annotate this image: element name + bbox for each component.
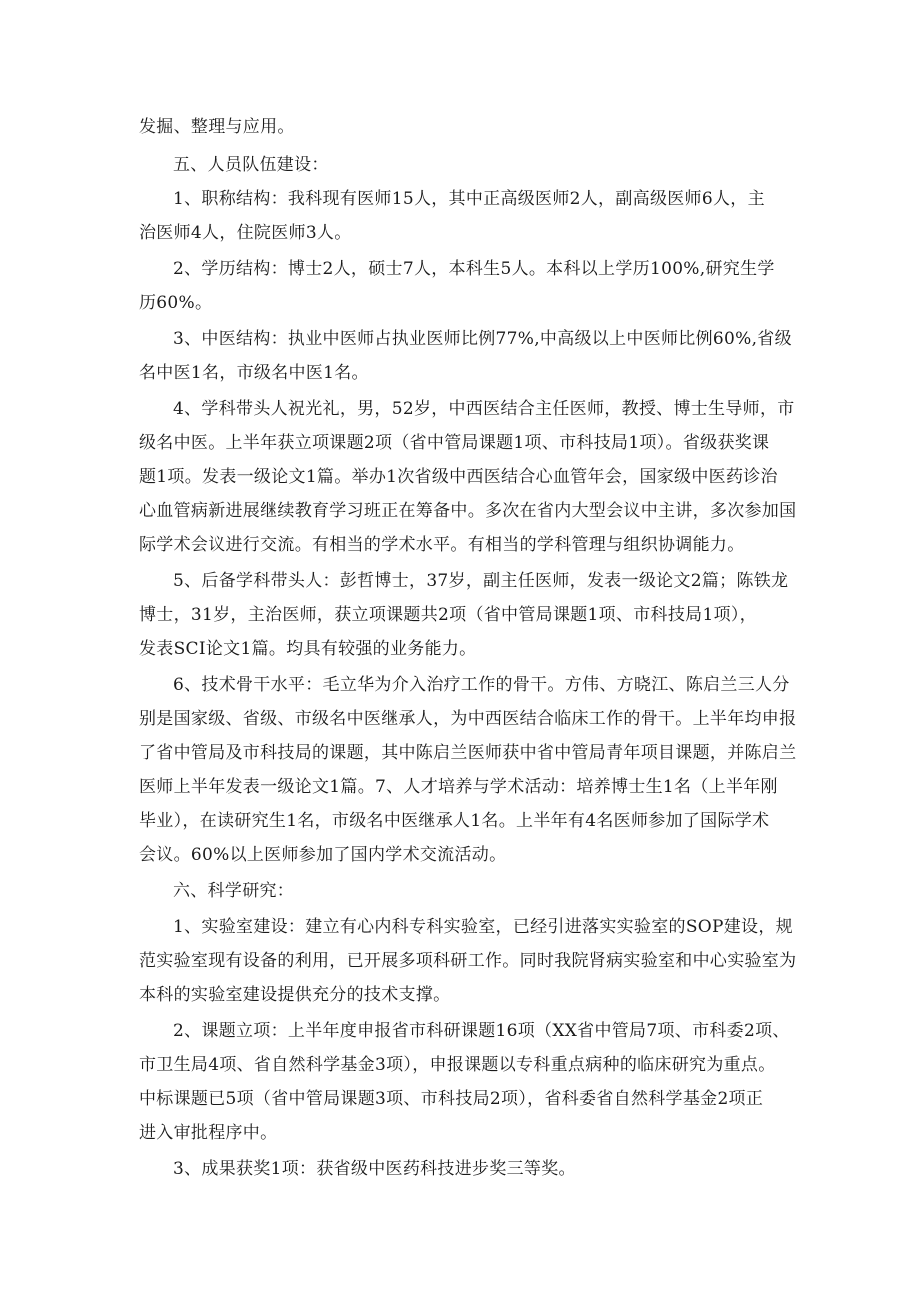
- text-line: 历60%。: [139, 293, 213, 313]
- text-line: 1、职称结构：我科现有医师15人，其中正高级医师2人，副高级医师6人，主: [173, 189, 765, 209]
- section-heading: 六、科学研究：: [173, 881, 295, 901]
- text-line: 际学术会议进行交流。有相当的学术水平。有相当的学科管理与组织协调能力。: [139, 535, 745, 555]
- text-line: 2、课题立项：上半年度申报省市科研课题16项（XX省中管局7项、市科委2项、: [173, 1021, 790, 1041]
- section-heading: 五、人员队伍建设：: [173, 155, 329, 175]
- text-line: 会议。60%以上医师参加了国内学术交流活动。: [139, 845, 507, 865]
- text-line: 心血管病新进展继续教育学习班正在筹备中。多次在省内大型会议中主讲，多次参加国: [139, 501, 797, 521]
- text-line: 5、后备学科带头人：彭哲博士，37岁，副主任医师，发表一级论文2篇；陈铁龙: [173, 571, 789, 591]
- text-line: 博士，31岁，主治医师，获立项课题共2项（省中管局课题1项、市科技局1项），: [139, 605, 757, 625]
- text-line: 进入审批程序中。: [139, 1123, 278, 1143]
- text-line: 本科的实验室建设提供充分的技术支撑。: [139, 985, 451, 1005]
- text-line: 发表SCI论文1篇。均具有较强的业务能力。: [139, 639, 477, 659]
- text-line: 发掘、整理与应用。: [139, 117, 295, 137]
- text-line: 级名中医。上半年获立项课题2项（省中管局课题1项、市科技局1项）。省级获奖课: [139, 433, 770, 453]
- text-line: 6、技术骨干水平：毛立华为介入治疗工作的骨干。方伟、方晓江、陈启兰三人分: [173, 675, 790, 695]
- text-line: 了省中管局及市科技局的课题，其中陈启兰医师获中省中管局青年项目课题，并陈启兰: [139, 743, 797, 763]
- text-line: 毕业），在读研究生1名，市级名中医继承人1名。上半年有4名医师参加了国际学术: [139, 811, 770, 831]
- text-line: 中标课题已5项（省中管局课题3项、市科技局2项），省科委省自然科学基金2项正: [139, 1089, 764, 1109]
- text-line: 3、成果获奖1项：获省级中医药科技进步奖三等奖。: [173, 1159, 576, 1179]
- text-line: 别是国家级、省级、市级名中医继承人，为中西医结合临床工作的骨干。上半年均申报: [139, 709, 797, 729]
- text-line: 1、实验室建设：建立有心内科专科实验室，已经引进落实实验室的SOP建设，规: [173, 917, 793, 937]
- text-line: 2、学历结构：博士2人，硕士7人，本科生5人。本科以上学历100%,研究生学: [173, 259, 775, 279]
- text-line: 题1项。发表一级论文1篇。举办1次省级中西医结合心血管年会，国家级中医药诊治: [139, 467, 778, 487]
- text-line: 4、学科带头人祝光礼，男，52岁，中西医结合主任医师，教授、博士生导师，市: [173, 399, 795, 419]
- text-line: 3、中医结构：执业中医师占执业医师比例77%,中高级以上中医师比例60%,省级: [173, 329, 792, 349]
- text-line: 名中医1名，市级名中医1名。: [139, 363, 369, 383]
- text-line: 市卫生局4项、省自然科学基金3项），申报课题以专科重点病种的临床研究为重点。: [139, 1055, 776, 1075]
- text-line: 治医师4人，住院医师3人。: [139, 223, 352, 243]
- text-line: 医师上半年发表一级论文1篇。7、人才培养与学术活动：培养博士生1名（上半年刚: [139, 777, 778, 797]
- text-line: 范实验室现有设备的利用，已开展多项科研工作。同时我院肾病实验室和中心实验室为: [139, 951, 797, 971]
